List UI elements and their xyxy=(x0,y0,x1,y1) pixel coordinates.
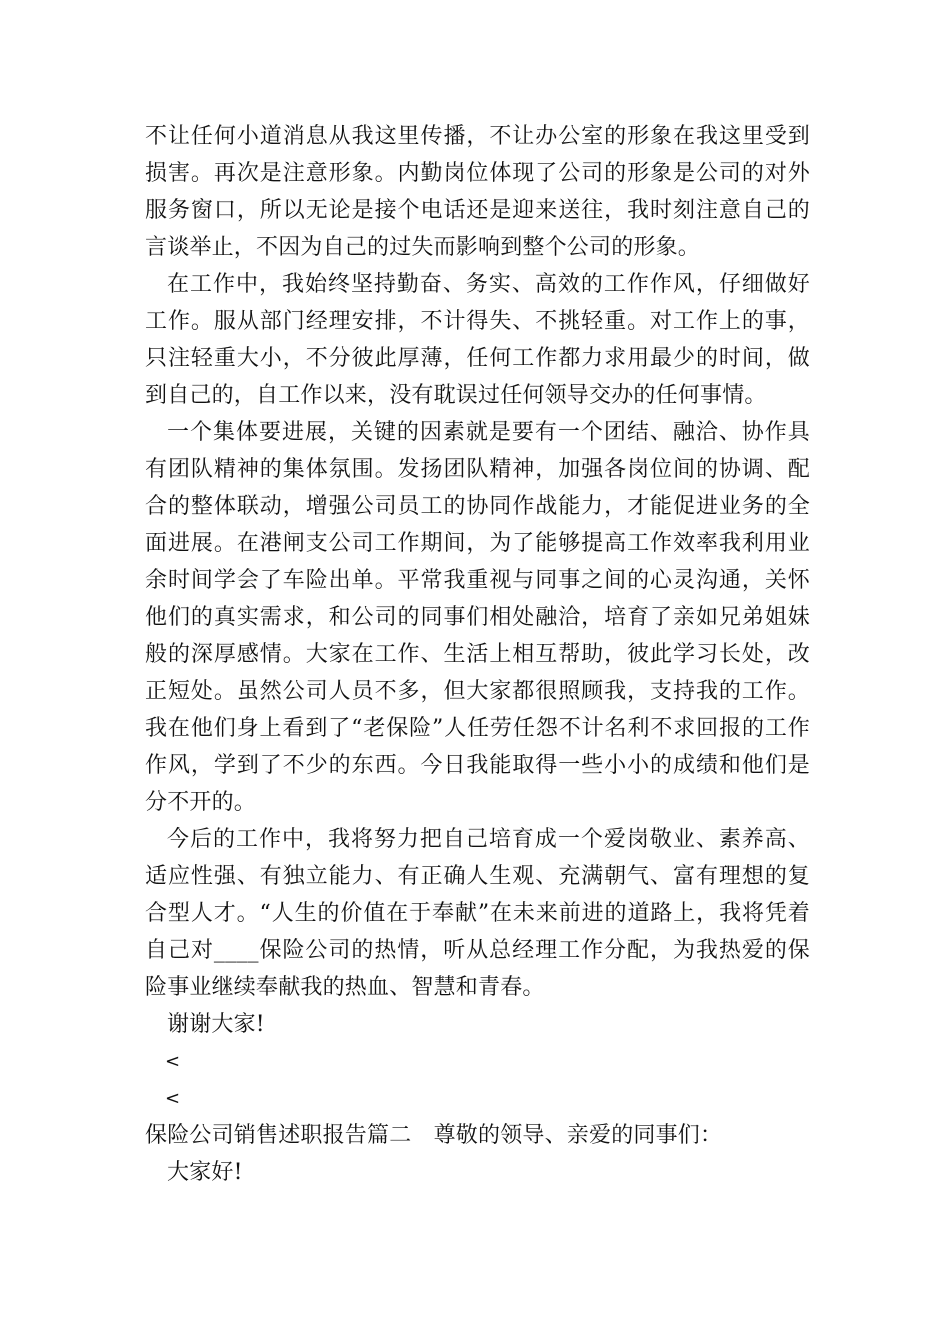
document-body xyxy=(145,118,810,1191)
thanks-line: 谢谢大家! xyxy=(167,1012,265,1037)
symbol-line-1: < xyxy=(165,1051,181,1072)
paragraph-1: 不让任何小道消息从我这里传播，不让办公室的形象在我这里受到损害。再次是注意形象。内勤岗位体现了公司的形象是公司的对外服务窗口，所以无论是接个电话还是迎来送往，我时刻注意自己的言谈举止，不因为自己的过失而影响到整个公司的形象。 xyxy=(145,124,810,260)
paragraph-4: 今后的工作中，我将努力把自己培育成一个爱岗敬业、素养高、适应性强、有独立能力、有正确人生观、充满朝气、富有理想的复合型人才。“人生的价值在于奉献”在未来前进的道路上，我将凭着自己对____保险公司的热情，听从总经理工作分配，为我热爱的保险事业继续奉献我的热血、智慧和青春。 xyxy=(145,827,810,1000)
symbol-line-2: < xyxy=(165,1088,181,1109)
paragraph-2: 在工作中，我始终坚持勤奋、务实、高效的工作作风，仔细做好工作。服从部门经理安排，不计得失、不挑轻重。对工作上的事，只注轻重大小，不分彼此厚薄，任何工作都力求用最少的时间，做到自己的，自工作以来，没有耽误过任何领导交办的任何事情。 xyxy=(145,272,810,408)
paragraph-3: 一个集体要进展，关键的因素就是要有一个团结、融洽、协作具有团队精神的集体氛围。发扬团队精神，加强各岗位间的协调、配合的整体联动，增强公司员工的协同作战能力，才能促进业务的全面进展。在港闸支公司工作期间，为了能够提高工作效率我利用业余时间学会了车险出单。平常我重视与同事之间的心灵沟通，关怀他们的真实需求，和公司的同事们相处融洽，培育了亲如兄弟姐妹般的深厚感情。大家在工作、生活上相互帮助，彼此学习长处，改正短处。虽然公司人员不多，但大家都很照顾我，支持我的工作。我在他们身上看到了“老保险”人任劳任怨不计名利不求回报的工作作风，学到了不少的东西。今日我能取得一些小小的成绩和他们是分不开的。 xyxy=(145,420,810,815)
greeting-line: 大家好! xyxy=(167,1160,243,1185)
section-heading: 保险公司销售述职报告篇二 尊敬的领导、亲爱的同事们： xyxy=(145,1123,723,1148)
